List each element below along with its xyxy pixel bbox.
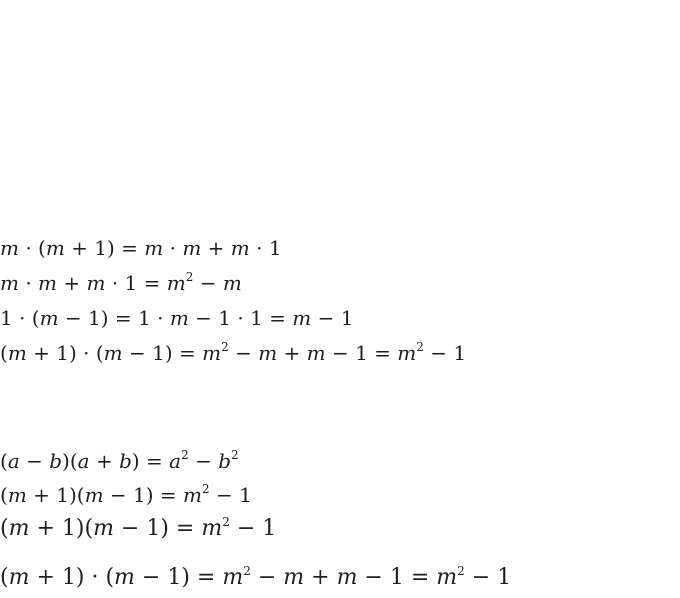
formula-line: $(m + 1)(m - 1) = m^2 - 1$	[0, 482, 252, 507]
answer-formula: $(m + 1)(m - 1) = m^2 - 1$	[0, 515, 277, 541]
formula-line: m · (m + 1) = m · m + m · 1	[0, 236, 282, 260]
formula-line: $m \cdot m + m \cdot 1 = m^2 - m$	[0, 270, 242, 295]
answer-formula: $(m + 1) \cdot (m - 1) = m^2 - m + m - 1 = m^2 - 1$	[0, 564, 512, 590]
formula-line: $(m + 1) \cdot (m - 1) = m^2 - m + m - 1 = m^2 - 1$	[0, 340, 467, 365]
formula-line: 1 · (m − 1) = 1 · m − 1 · 1 = m − 1	[0, 306, 354, 330]
formula-line: $(a - b)(a + b) = a^2 - b^2$	[0, 448, 239, 473]
